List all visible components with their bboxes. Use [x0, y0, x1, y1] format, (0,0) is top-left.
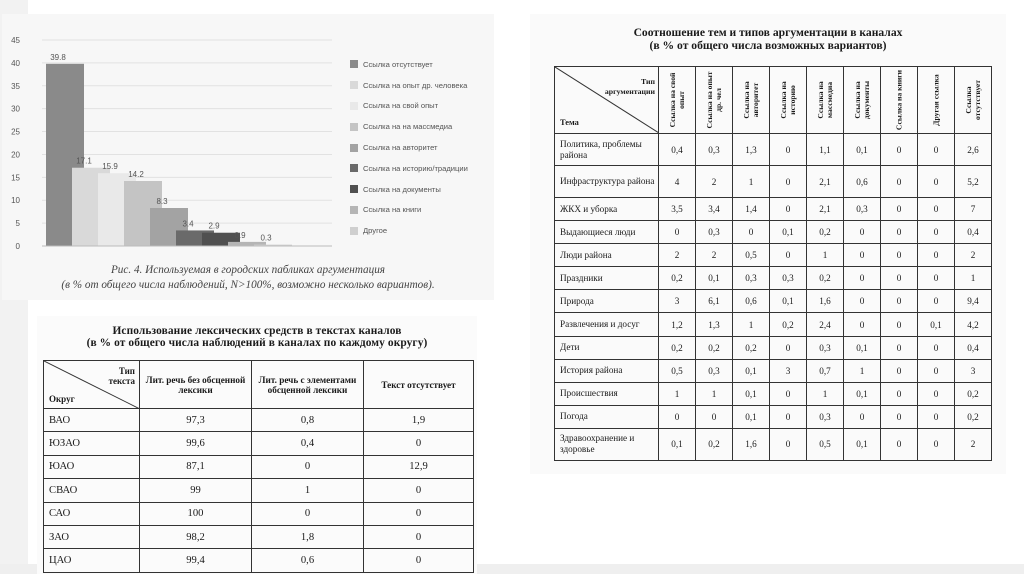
themes-header-cell	[770, 67, 807, 134]
themes-table-panel	[530, 14, 1006, 474]
y-tick-label: 20	[11, 150, 20, 160]
value-cell: 0	[733, 221, 770, 244]
value-cell: 0	[844, 244, 881, 267]
themes-header-cell	[918, 67, 955, 134]
lexical-table-panel	[37, 316, 477, 574]
value-cell: 0	[364, 525, 474, 548]
legend-label: Другое	[363, 226, 388, 236]
legend-swatch	[350, 81, 358, 89]
value-cell: 2,6	[955, 134, 992, 166]
table-row	[555, 428, 992, 460]
table-row	[555, 221, 992, 244]
value-cell: 6,1	[696, 290, 733, 313]
value-cell: 0	[770, 405, 807, 428]
table-row	[555, 198, 992, 221]
lexical-header-col3: Текст отсутствует	[364, 361, 474, 409]
value-cell: 3,4	[696, 198, 733, 221]
legend-swatch	[350, 206, 358, 214]
district-name-cell: СВАО	[44, 479, 140, 502]
value-cell: 87,1	[140, 455, 252, 478]
value-cell: 2	[955, 244, 992, 267]
legend-item	[350, 75, 494, 96]
value-cell: 0,6	[733, 290, 770, 313]
y-tick-label: 10	[11, 196, 20, 206]
value-cell: 7	[955, 198, 992, 221]
value-cell: 3,5	[659, 198, 696, 221]
legend-item	[350, 158, 494, 179]
themes-header-cell	[881, 67, 918, 134]
legend-swatch	[350, 102, 358, 110]
value-cell: 1	[807, 382, 844, 405]
table-row	[44, 525, 474, 548]
y-tick-label: 25	[11, 127, 20, 137]
theme-name-cell: Развлечения и досуг	[555, 313, 659, 336]
value-cell: 0	[918, 221, 955, 244]
value-cell: 1	[807, 244, 844, 267]
value-cell: 0,1	[918, 313, 955, 336]
themes-header-cell	[733, 67, 770, 134]
value-cell: 0,2	[733, 336, 770, 359]
themes-header-label: Ссылка на массмедиа	[816, 81, 834, 119]
value-cell: 0	[881, 382, 918, 405]
value-cell: 0	[844, 290, 881, 313]
value-cell: 0	[770, 134, 807, 166]
value-cell: 0	[881, 221, 918, 244]
theme-name-cell: Политика, проблемы района	[555, 134, 659, 166]
theme-name-cell: Люди района	[555, 244, 659, 267]
themes-header-label: Ссылка отсутствует	[964, 80, 982, 121]
value-cell: 0	[918, 428, 955, 460]
value-cell: 0	[770, 198, 807, 221]
value-cell: 2	[955, 428, 992, 460]
themes-table-header-row	[555, 67, 992, 134]
value-cell: 0,4	[955, 221, 992, 244]
value-cell: 1,9	[364, 409, 474, 432]
bar-value-label: 17.1	[76, 156, 92, 166]
value-cell: 0	[770, 382, 807, 405]
theme-name-cell: Происшествия	[555, 382, 659, 405]
value-cell: 99,4	[140, 549, 252, 572]
value-cell: 1,2	[659, 313, 696, 336]
value-cell: 1	[659, 382, 696, 405]
value-cell: 0,1	[844, 336, 881, 359]
table-row	[555, 134, 992, 166]
value-cell: 0,1	[770, 290, 807, 313]
value-cell: 0	[364, 549, 474, 572]
value-cell: 0	[918, 405, 955, 428]
value-cell: 0	[881, 134, 918, 166]
table-row	[44, 479, 474, 502]
theme-name-cell: Праздники	[555, 267, 659, 290]
bar-value-label: 15.9	[102, 162, 118, 172]
legend-label: Ссылка на документы	[363, 184, 441, 194]
value-cell: 0	[844, 221, 881, 244]
value-cell: 0,3	[844, 198, 881, 221]
value-cell: 0	[844, 267, 881, 290]
value-cell: 0	[918, 336, 955, 359]
table-row	[44, 409, 474, 432]
themes-table-title: Соотношение тем и типов аргументации в каналах	[633, 26, 903, 39]
y-tick-label: 45	[11, 36, 20, 45]
y-tick-label: 40	[11, 58, 20, 68]
value-cell: 1	[252, 479, 364, 502]
legend-label: Ссылка на авторитет	[363, 143, 438, 153]
value-cell: 0	[770, 166, 807, 198]
value-cell: 0	[918, 166, 955, 198]
legend-item	[350, 179, 494, 200]
lexical-table-subtitle: (в % от общего числа наблюдений в каналах по каждому округу)	[86, 337, 428, 349]
value-cell: 0	[881, 359, 918, 382]
legend-item	[350, 116, 494, 137]
value-cell: 0,2	[659, 267, 696, 290]
table-row	[555, 244, 992, 267]
value-cell: 1,8	[252, 525, 364, 548]
table-row	[555, 313, 992, 336]
y-tick-label: 30	[11, 104, 20, 114]
value-cell: 4	[659, 166, 696, 198]
value-cell: 0,2	[659, 336, 696, 359]
lexical-table-title: Использование лексических средств в текстах каналов	[112, 325, 402, 337]
theme-name-cell: Дети	[555, 336, 659, 359]
value-cell: 98,2	[140, 525, 252, 548]
value-cell: 0,3	[770, 267, 807, 290]
themes-header-label: Ссылка на книги	[894, 69, 904, 131]
legend-label: Ссылка на книги	[363, 205, 422, 215]
lexical-table	[43, 360, 474, 573]
value-cell: 0	[918, 359, 955, 382]
legend-label: Ссылка на опыт др. человека	[363, 80, 468, 90]
value-cell: 0	[881, 198, 918, 221]
value-cell: 0	[659, 405, 696, 428]
legend-item	[350, 137, 494, 158]
themes-table-corner-cell	[555, 67, 659, 134]
value-cell: 0	[881, 336, 918, 359]
table-row	[555, 359, 992, 382]
value-cell: 0,3	[696, 359, 733, 382]
bar-value-label: 0.9	[234, 230, 246, 240]
value-cell: 1,3	[696, 313, 733, 336]
value-cell: 0,3	[807, 405, 844, 428]
value-cell: 3	[955, 359, 992, 382]
chart-caption-line1: Рис. 4. Используемая в городских пабликах аргументация	[110, 264, 386, 276]
value-cell: 2	[696, 244, 733, 267]
lexical-corner-bottom-label: Округ	[49, 394, 75, 404]
table-row	[555, 166, 992, 198]
value-cell: 9,4	[955, 290, 992, 313]
value-cell: 0	[364, 432, 474, 455]
value-cell: 1,3	[733, 134, 770, 166]
value-cell: 0	[881, 428, 918, 460]
value-cell: 0,5	[659, 359, 696, 382]
value-cell: 0	[252, 502, 364, 525]
legend-swatch	[350, 164, 358, 172]
themes-header-cell	[659, 67, 696, 134]
themes-table-subtitle: (в % от общего числа возможных вариантов)	[649, 39, 887, 52]
value-cell: 1	[733, 166, 770, 198]
bar-value-label: 14.2	[128, 169, 144, 179]
value-cell: 0	[881, 244, 918, 267]
value-cell: 2	[696, 166, 733, 198]
value-cell: 3	[659, 290, 696, 313]
value-cell: 0,6	[252, 549, 364, 572]
table-row	[555, 336, 992, 359]
value-cell: 0	[918, 134, 955, 166]
value-cell: 0	[881, 405, 918, 428]
table-row	[555, 290, 992, 313]
value-cell: 1,6	[807, 290, 844, 313]
legend-item	[350, 54, 494, 75]
value-cell: 100	[140, 502, 252, 525]
value-cell: 99,6	[140, 432, 252, 455]
themes-corner-bottom-label: Тема	[560, 118, 579, 127]
table-row	[555, 405, 992, 428]
table-row	[44, 502, 474, 525]
table-row	[44, 455, 474, 478]
value-cell: 0,7	[807, 359, 844, 382]
theme-name-cell: ЖКХ и уборка	[555, 198, 659, 221]
themes-header-cell	[696, 67, 733, 134]
value-cell: 2	[659, 244, 696, 267]
y-tick-label: 0	[15, 242, 20, 251]
district-name-cell: ЦАО	[44, 549, 140, 572]
themes-corner-top-label: Тип аргументации	[604, 77, 655, 96]
chart-caption-line2: (в % от общего числа наблюдений, N>100%, возможно несколько вариантов).	[61, 279, 435, 291]
legend-swatch	[350, 123, 358, 131]
lexical-header-col2: Лит. речь с элементами обсценной лексики	[252, 361, 364, 409]
themes-header-cell	[844, 67, 881, 134]
value-cell: 5,2	[955, 166, 992, 198]
themes-header-label: Другая ссылка	[931, 74, 941, 126]
value-cell: 0,1	[733, 405, 770, 428]
value-cell: 1	[733, 313, 770, 336]
legend-item	[350, 200, 494, 221]
value-cell: 0,2	[770, 313, 807, 336]
chart-legend	[350, 54, 494, 241]
legend-label: Ссылка на на массмедиа	[363, 122, 453, 132]
lexical-table-corner-cell	[44, 361, 140, 409]
value-cell: 0,1	[844, 428, 881, 460]
lexical-table-header-row	[44, 361, 474, 409]
y-tick-label: 5	[15, 219, 20, 229]
value-cell: 0	[881, 267, 918, 290]
value-cell: 0	[770, 336, 807, 359]
theme-name-cell: История района	[555, 359, 659, 382]
table-row	[555, 267, 992, 290]
district-name-cell: ЗАО	[44, 525, 140, 548]
legend-swatch	[350, 144, 358, 152]
theme-name-cell: Выдающиеся люди	[555, 221, 659, 244]
value-cell: 2,1	[807, 198, 844, 221]
value-cell: 1,4	[733, 198, 770, 221]
value-cell: 0	[844, 405, 881, 428]
value-cell: 0,1	[659, 428, 696, 460]
value-cell: 1,6	[733, 428, 770, 460]
district-name-cell: ЮЗАО	[44, 432, 140, 455]
value-cell: 0,4	[955, 336, 992, 359]
value-cell: 99	[140, 479, 252, 502]
lexical-corner-top-label: Тип текста	[108, 366, 135, 386]
value-cell: 0	[881, 290, 918, 313]
value-cell: 0	[364, 502, 474, 525]
value-cell: 0,1	[696, 267, 733, 290]
value-cell: 0,1	[733, 359, 770, 382]
legend-swatch	[350, 185, 358, 193]
value-cell: 0,5	[733, 244, 770, 267]
bar-value-label: 39.8	[50, 52, 66, 62]
value-cell: 0,2	[955, 382, 992, 405]
value-cell: 1	[696, 382, 733, 405]
district-name-cell: САО	[44, 502, 140, 525]
value-cell: 0,6	[844, 166, 881, 198]
value-cell: 0	[770, 428, 807, 460]
theme-name-cell: Природа	[555, 290, 659, 313]
value-cell: 0,1	[844, 134, 881, 166]
theme-name-cell: Погода	[555, 405, 659, 428]
legend-label: Ссылка на историю/традиции	[363, 163, 468, 173]
district-name-cell: ВАО	[44, 409, 140, 432]
value-cell: 0,1	[733, 382, 770, 405]
value-cell: 0	[252, 455, 364, 478]
value-cell: 0	[881, 313, 918, 336]
argumentation-chart-panel	[2, 14, 494, 300]
value-cell: 0,1	[770, 221, 807, 244]
value-cell: 0,4	[252, 432, 364, 455]
value-cell: 0,8	[252, 409, 364, 432]
value-cell: 0	[659, 221, 696, 244]
bar-value-label: 0.3	[260, 233, 272, 243]
value-cell: 1,1	[807, 134, 844, 166]
bar-value-label: 8.3	[156, 197, 168, 207]
value-cell: 0	[770, 244, 807, 267]
theme-name-cell: Здравоохранение и здоровье	[555, 428, 659, 460]
value-cell: 97,3	[140, 409, 252, 432]
table-row	[44, 549, 474, 572]
themes-table	[554, 66, 992, 461]
value-cell: 0	[918, 198, 955, 221]
value-cell: 0,1	[844, 382, 881, 405]
value-cell: 0,3	[807, 336, 844, 359]
value-cell: 0,4	[659, 134, 696, 166]
value-cell: 0	[918, 244, 955, 267]
value-cell: 0,3	[696, 134, 733, 166]
value-cell: 0	[696, 405, 733, 428]
themes-header-label: Ссылка на свой опыт	[668, 72, 686, 128]
value-cell: 0,5	[807, 428, 844, 460]
value-cell: 0,3	[696, 221, 733, 244]
district-name-cell: ЮАО	[44, 455, 140, 478]
value-cell: 12,9	[364, 455, 474, 478]
bar-value-label: 3.4	[182, 219, 194, 229]
y-tick-label: 15	[11, 173, 20, 183]
themes-header-label: Ссылка на авторитет	[742, 81, 760, 119]
legend-swatch	[350, 60, 358, 68]
value-cell: 0	[918, 290, 955, 313]
bar-value-label: 2.9	[208, 221, 220, 231]
value-cell: 0,2	[955, 405, 992, 428]
y-tick-label: 35	[11, 81, 20, 91]
value-cell: 0	[881, 166, 918, 198]
legend-item	[350, 220, 494, 241]
value-cell: 0,3	[733, 267, 770, 290]
lexical-header-col1: Лит. речь без обсценной лексики	[140, 361, 252, 409]
value-cell: 0,2	[696, 428, 733, 460]
value-cell: 0	[918, 267, 955, 290]
themes-header-label: Ссылка на историю	[779, 81, 797, 119]
legend-swatch	[350, 227, 358, 235]
value-cell: 0	[844, 313, 881, 336]
value-cell: 0,2	[807, 267, 844, 290]
value-cell: 4,2	[955, 313, 992, 336]
theme-name-cell: Инфраструктура района	[555, 166, 659, 198]
value-cell: 0,2	[696, 336, 733, 359]
table-row	[555, 382, 992, 405]
value-cell: 2,4	[807, 313, 844, 336]
themes-header-label: Ссылка на опыт др. чел	[705, 71, 723, 129]
themes-header-cell	[955, 67, 992, 134]
legend-item	[350, 96, 494, 117]
themes-header-cell	[807, 67, 844, 134]
value-cell: 0	[364, 479, 474, 502]
themes-header-label: Ссылка на документы	[853, 80, 871, 120]
value-cell: 0,2	[807, 221, 844, 244]
value-cell: 2,1	[807, 166, 844, 198]
value-cell: 1	[955, 267, 992, 290]
value-cell: 1	[844, 359, 881, 382]
legend-label: Ссылка отсутствует	[363, 59, 433, 69]
table-row	[44, 432, 474, 455]
value-cell: 3	[770, 359, 807, 382]
value-cell: 0	[918, 382, 955, 405]
legend-label: Ссылка на свой опыт	[363, 101, 439, 111]
